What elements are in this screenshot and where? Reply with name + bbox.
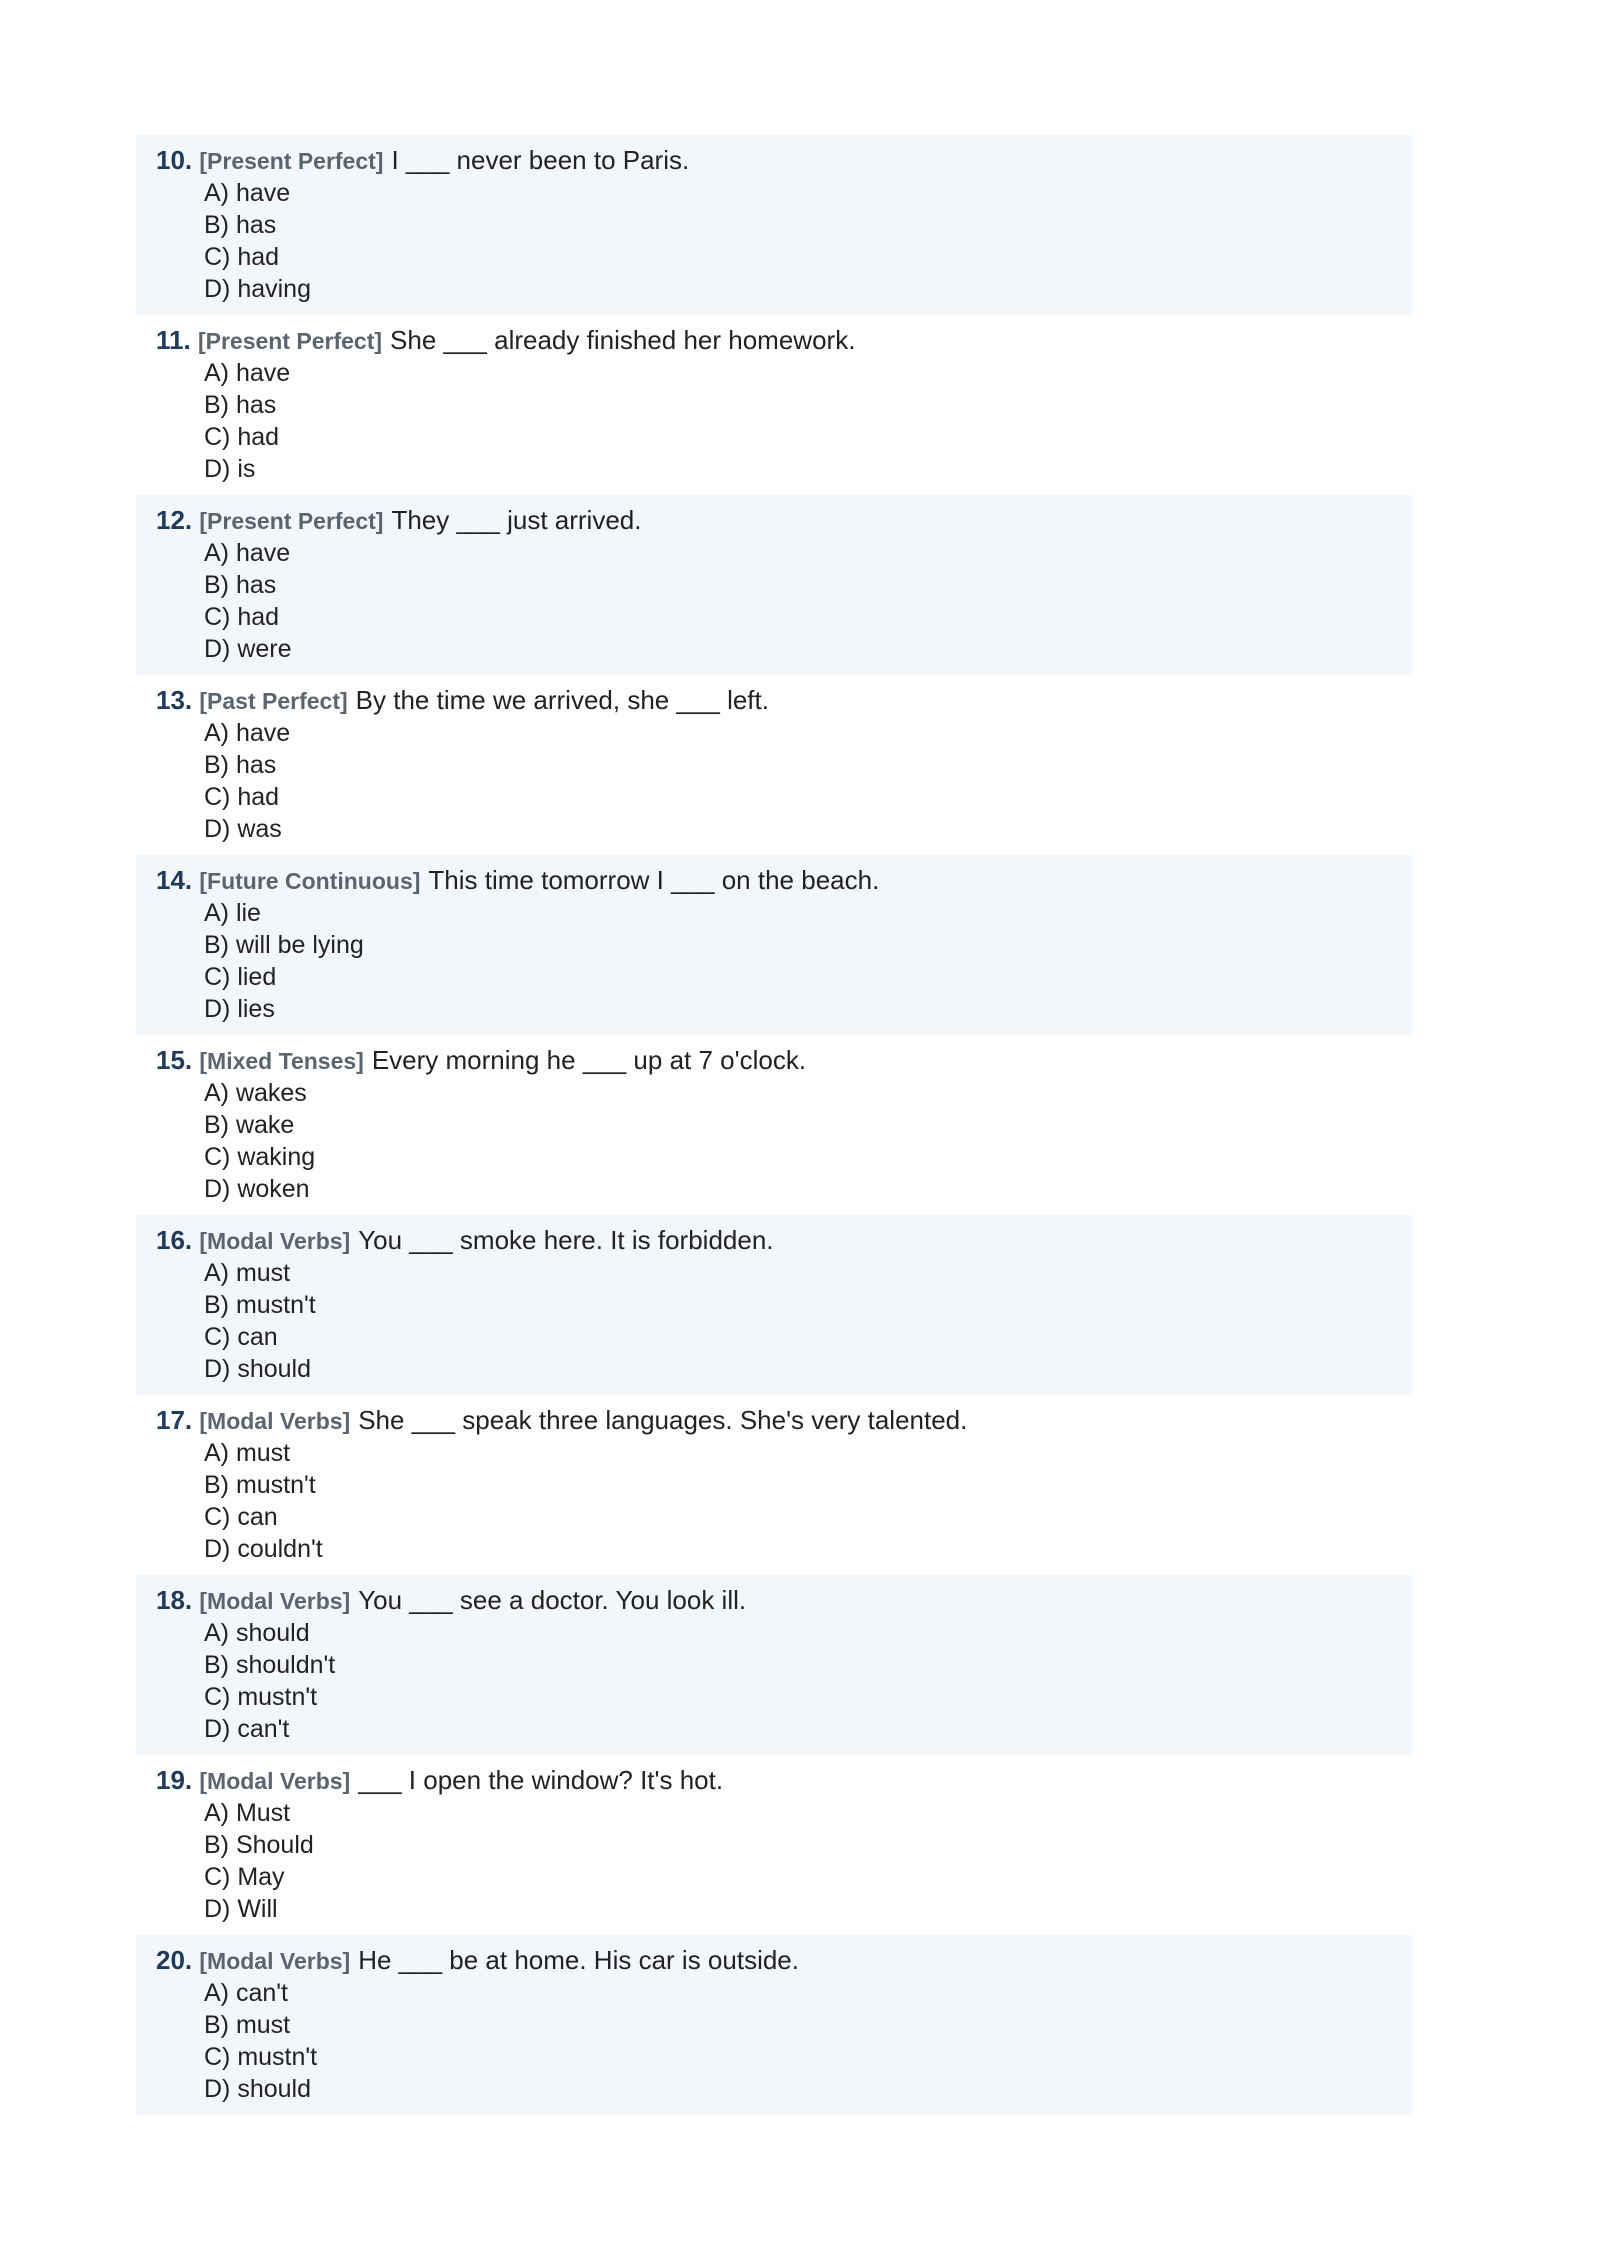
question-text: She ___ speak three languages. She's very talented.	[358, 1405, 968, 1435]
answer-option: C) mustn't	[204, 2043, 318, 2071]
answer-option: D) should	[204, 2075, 311, 2103]
question-text: They ___ just arrived.	[391, 505, 642, 535]
question-number: 15.	[156, 1045, 193, 1075]
answer-options	[156, 357, 1392, 485]
question-number: 19.	[156, 1765, 193, 1795]
answer-option: A) should	[204, 1619, 310, 1647]
question-text: This time tomorrow I ___ on the beach.	[428, 865, 880, 895]
answer-option: B) has	[204, 571, 277, 599]
question-block	[136, 855, 1412, 1035]
question-block	[136, 315, 1412, 495]
answer-option: B) mustn't	[204, 1291, 316, 1319]
answer-option: B) must	[204, 2011, 291, 2039]
question-stem	[156, 504, 1392, 537]
grammar-tag: [Present Perfect]	[199, 148, 384, 174]
grammar-tag: [Present Perfect]	[197, 328, 383, 354]
question-block	[136, 1755, 1412, 1935]
question-block	[136, 1575, 1412, 1755]
answer-option: C) May	[204, 1863, 285, 1891]
question-text: By the time we arrived, she ___ left.	[355, 685, 769, 715]
answer-option: C) had	[204, 783, 280, 811]
answer-option: A) lie	[204, 899, 261, 927]
question-block	[136, 1035, 1412, 1215]
answer-option: B) Should	[204, 1831, 314, 1859]
question-text: You ___ see a doctor. You look ill.	[358, 1585, 747, 1615]
answer-option: D) having	[204, 275, 311, 303]
answer-option: C) had	[204, 243, 280, 271]
answer-option: B) mustn't	[204, 1471, 316, 1499]
answer-options	[156, 537, 1392, 665]
answer-option: D) lies	[204, 995, 275, 1023]
question-number: 12.	[156, 505, 193, 535]
question-stem	[156, 144, 1392, 177]
answer-option: A) have	[204, 539, 291, 567]
question-number: 10.	[156, 145, 193, 175]
answer-option: A) have	[204, 719, 291, 747]
question-stem	[156, 324, 1392, 357]
question-text: He ___ be at home. His car is outside.	[358, 1945, 799, 1975]
answer-option: A) can't	[204, 1979, 288, 2007]
answer-option: A) have	[204, 179, 291, 207]
question-block	[136, 1215, 1412, 1395]
question-text: Every morning he ___ up at 7 o'clock.	[371, 1045, 807, 1075]
answer-option: C) lied	[204, 963, 277, 991]
answer-option: D) should	[204, 1355, 311, 1383]
answer-option: B) has	[204, 211, 277, 239]
answer-option: D) can't	[204, 1715, 290, 1743]
grammar-tag: [Modal Verbs]	[199, 1408, 351, 1434]
question-stem	[156, 1044, 1392, 1077]
answer-option: C) waking	[204, 1143, 316, 1171]
answer-options	[156, 1077, 1392, 1205]
answer-option: D) were	[204, 635, 292, 663]
answer-option: D) is	[204, 455, 256, 483]
answer-options	[156, 177, 1392, 305]
answer-options	[156, 1617, 1392, 1745]
answer-options	[156, 717, 1392, 845]
question-block	[136, 1935, 1412, 2115]
question-stem	[156, 684, 1392, 717]
question-number: 16.	[156, 1225, 193, 1255]
question-number: 17.	[156, 1405, 193, 1435]
question-block	[136, 675, 1412, 855]
answer-option: C) can	[204, 1503, 278, 1531]
question-block	[136, 135, 1412, 315]
grammar-tag: [Present Perfect]	[199, 508, 384, 534]
answer-option: B) has	[204, 751, 277, 779]
answer-option: C) had	[204, 423, 280, 451]
question-text: You ___ smoke here. It is forbidden.	[358, 1225, 774, 1255]
answer-option: B) will be lying	[204, 931, 364, 959]
answer-options	[156, 1797, 1392, 1925]
question-stem	[156, 864, 1392, 897]
grammar-tag: [Modal Verbs]	[199, 1768, 351, 1794]
question-number: 20.	[156, 1945, 193, 1975]
answer-options	[156, 1257, 1392, 1385]
grammar-tag: [Mixed Tenses]	[199, 1048, 364, 1074]
question-stem	[156, 1584, 1392, 1617]
question-text: ___ I open the window? It's hot.	[358, 1765, 724, 1795]
answer-option: D) Will	[204, 1895, 278, 1923]
answer-option: B) wake	[204, 1111, 295, 1139]
question-number: 13.	[156, 685, 193, 715]
question-block	[136, 1395, 1412, 1575]
question-stem	[156, 1764, 1392, 1797]
question-number: 11.	[156, 325, 191, 355]
answer-option: D) was	[204, 815, 282, 843]
question-block	[136, 495, 1412, 675]
answer-options	[156, 1437, 1392, 1565]
question-stem	[156, 1404, 1392, 1437]
answer-option: A) have	[204, 359, 291, 387]
answer-option: A) must	[204, 1439, 291, 1467]
grammar-tag: [Modal Verbs]	[199, 1228, 351, 1254]
answer-option: B) shouldn't	[204, 1651, 336, 1679]
grammar-tag: [Past Perfect]	[199, 688, 348, 714]
answer-option: A) Must	[204, 1799, 291, 1827]
question-number: 14.	[156, 865, 193, 895]
answer-option: A) must	[204, 1259, 291, 1287]
answer-option: C) had	[204, 603, 280, 631]
question-stem	[156, 1224, 1392, 1257]
grammar-tag: [Future Continuous]	[199, 868, 421, 894]
answer-option: D) woken	[204, 1175, 310, 1203]
answer-options	[156, 897, 1392, 1025]
answer-option: D) couldn't	[204, 1535, 323, 1563]
grammar-tag: [Modal Verbs]	[199, 1948, 351, 1974]
grammar-tag: [Modal Verbs]	[199, 1588, 351, 1614]
question-list	[136, 135, 1412, 2115]
answer-options	[156, 1977, 1392, 2105]
answer-option: C) mustn't	[204, 1683, 318, 1711]
question-stem	[156, 1944, 1392, 1977]
question-number: 18.	[156, 1585, 193, 1615]
question-text: She ___ already finished her homework.	[390, 325, 856, 355]
answer-option: B) has	[204, 391, 277, 419]
answer-option: A) wakes	[204, 1079, 307, 1107]
answer-option: C) can	[204, 1323, 278, 1351]
question-text: I ___ never been to Paris.	[391, 145, 690, 175]
